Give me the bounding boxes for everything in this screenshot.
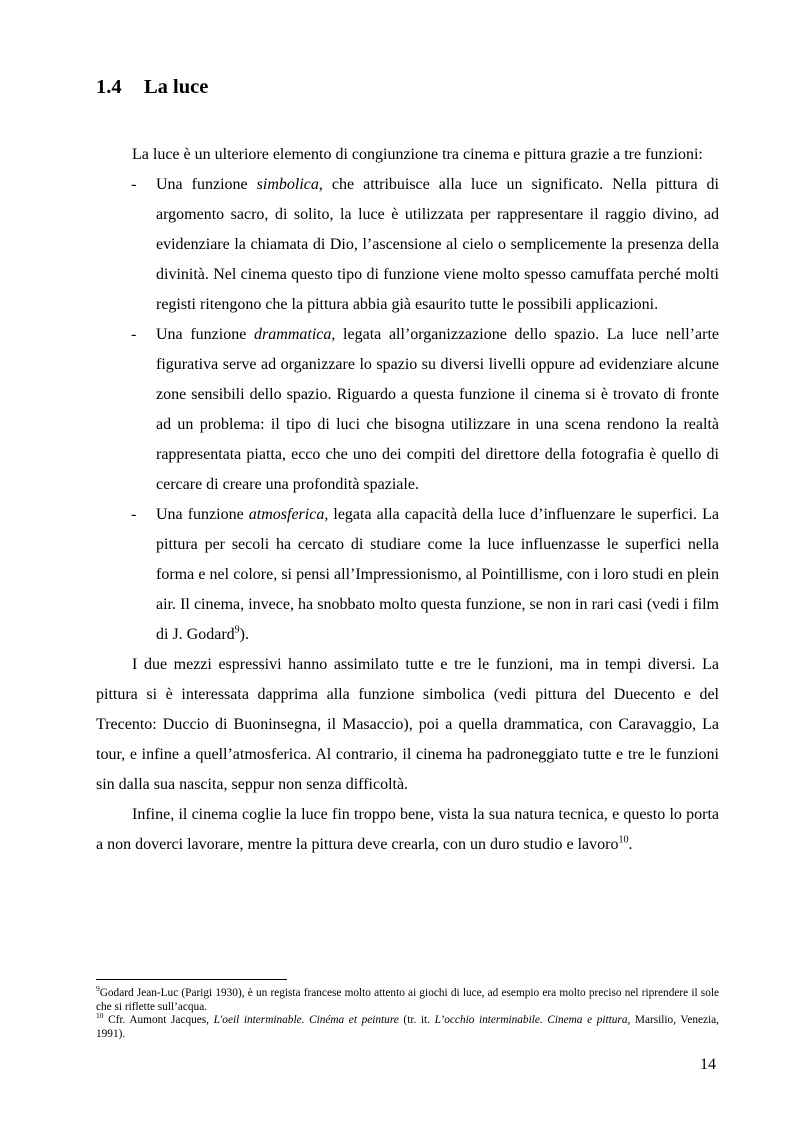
function-list <box>96 170 719 650</box>
footnote-ref-9[interactable]: 9 <box>234 624 240 636</box>
item-term: simbolica <box>256 176 319 193</box>
item-text: , legata all’organizzazione dello spazio. La luce nell’arte figurativa serve ad organizzare lo spazio su diversi livelli oppure ad evidenziare alcune zone sensibili dello spazio. Riguardo a questa funzione il cinema si è trovato di fronte ad un problema: il tipo di luci che bisogna utilizzare in una scena rendono la realtà rappresentata piatta, ecco che uno dei compiti del direttore della fotografia è quello di cercare di creare una profondità spaziale. <box>156 326 719 493</box>
bullet-dash: - <box>131 506 137 523</box>
footnote-title: L'oeil interminable. Cinéma et peinture <box>213 1014 399 1026</box>
footnote-divider <box>96 979 287 980</box>
footnote-text: (tr. it. <box>398 1014 435 1026</box>
item-text: , che attribuisce alla luce un significato. Nella pittura di argomento sacro, di solito, la luce è utilizzata per rappresentare il raggio divino, ad evidenziare la chiamata di Dio, l’ascensione al cielo o semplicemente la presenza della divinità. Nel cinema questo tipo di funzione viene molto spesso camuffata perché molti registi ritengono che la pittura abbia già esaurito tutte le possibili applicazioni. <box>156 176 720 313</box>
list-item <box>96 320 719 500</box>
footnote-9 <box>96 984 719 1014</box>
item-text: , legata alla capacità della luce d’influenzare le superfici. La pittura per secoli ha cercato di studiare come la luce influenzasse le superfici nella forma e nel colore, si pensi all’Impressionismo, al Pointillisme, con i loro studi en plein air. Il cinema, invece, ha snobbato molto questa funzione, se non in rari casi (vedi i film di J. Godard <box>156 506 719 643</box>
footnotes <box>96 984 720 1041</box>
footnote-text: Cfr. Aumont Jacques, <box>103 1014 214 1026</box>
section-number: 1.4 <box>96 76 122 98</box>
body-text <box>96 140 719 860</box>
section-title: La luce <box>144 76 209 98</box>
item-term: drammatica <box>254 326 332 343</box>
paragraph-two: I due mezzi espressivi hanno assimilato tutte e tre le funzioni, ma in tempi diversi. La pittura si è interessata dapprima alla funzione simbolica (vedi pittura del Duecento e del Trecento: Duccio di Buoninsegna, il Masaccio), poi a quella drammatica, con Caravaggio, La tour, e infine a quell’atmosferica. Al contrario, il cinema ha padroneggiato tutte e tre le funzioni sin dalla sua nascita, seppur non senza difficoltà. <box>96 656 719 793</box>
paragraph-text: . <box>628 836 633 853</box>
intro-paragraph: La luce è un ulteriore elemento di congiunzione tra cinema e pittura grazie a tre funzioni: <box>132 146 703 163</box>
footnote-ref-10[interactable]: 10 <box>618 834 629 846</box>
section-heading <box>96 76 208 99</box>
footnote-mark: 9 <box>96 984 100 994</box>
bullet-dash: - <box>131 326 137 343</box>
footnote-text: , Marsilio, Venezia, 1991). <box>96 1014 720 1040</box>
page-number: 14 <box>700 1056 716 1073</box>
footnote-title: L’occhio interminabile. Cinema e pittura <box>434 1014 628 1026</box>
item-text: ). <box>239 626 249 643</box>
item-text: Una funzione <box>156 176 257 193</box>
paragraph-three <box>96 800 719 860</box>
list-item <box>96 500 719 650</box>
list-item <box>96 170 719 320</box>
item-term: atmosferica <box>248 506 325 523</box>
footnote-text: Godard Jean-Luc (Parigi 1930), è un regista francese molto attento ai giochi di luce, ad esempio era molto preciso nel riprendere il sole che si riflette sull’acqua. <box>96 987 719 1013</box>
item-text: Una funzione <box>156 506 249 523</box>
bullet-dash: - <box>131 176 137 193</box>
footnote-mark: 10 <box>96 1011 104 1021</box>
item-text: Una funzione <box>156 326 255 343</box>
paragraph-text: Infine, il cinema coglie la luce fin troppo bene, vista la sua natura tecnica, e questo lo porta a non doverci lavorare, mentre la pittura deve crearla, con un duro studio e lavoro <box>96 806 719 853</box>
footnote-10 <box>96 1011 720 1041</box>
